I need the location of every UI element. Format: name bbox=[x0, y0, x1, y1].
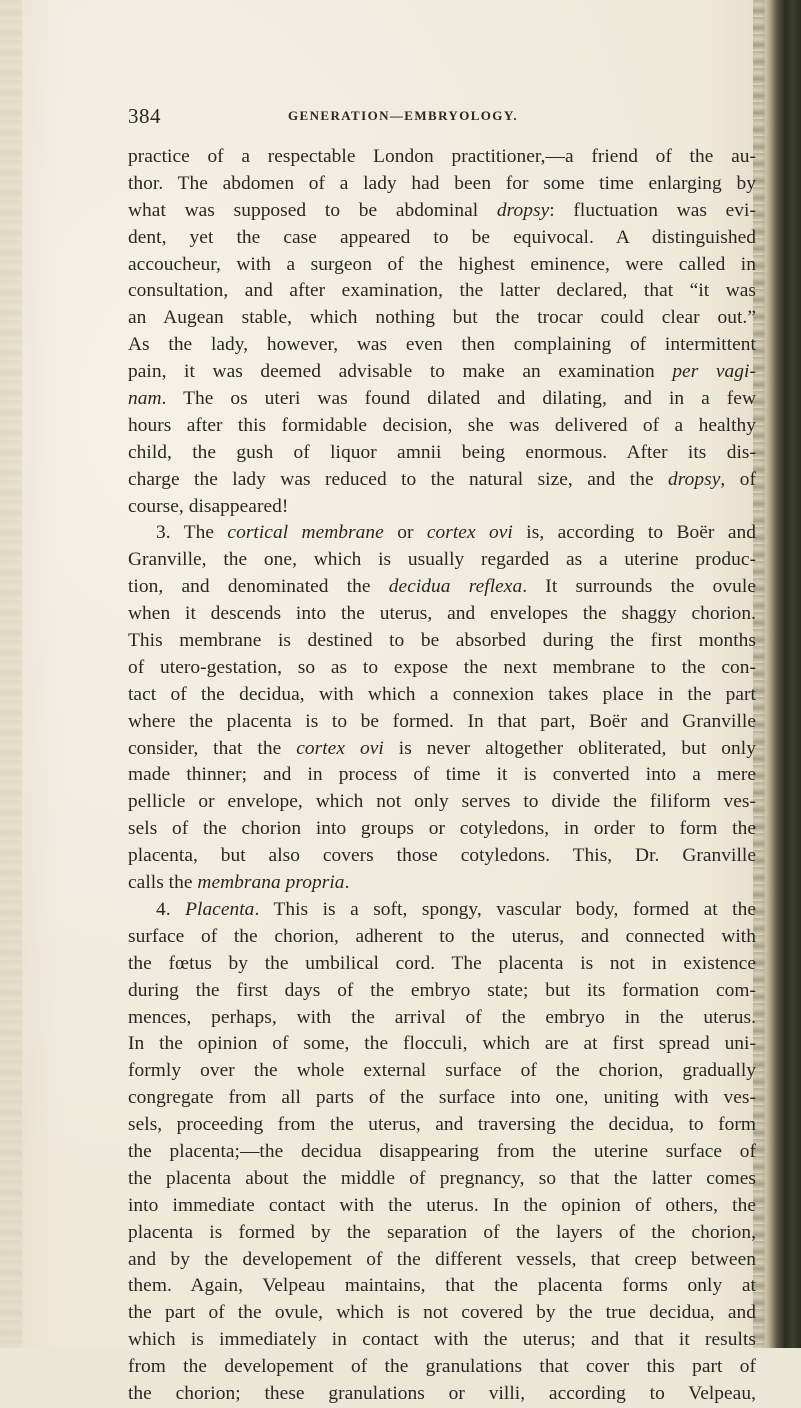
text-line: what was supposed to be abdominal dropsy: fluctuation was evi- bbox=[128, 199, 756, 221]
text-line: pain, it was deemed advisable to make an examination per vagi- bbox=[128, 361, 756, 383]
text-line: dent, yet the case appeared to be equivocal. A distinguished bbox=[128, 226, 756, 248]
text-line: pellicle or envelope, which not only serves to divide the filiform ves- bbox=[128, 791, 756, 813]
text-line: an Augean stable, which nothing but the trocar could clear out.” bbox=[128, 307, 756, 329]
text-line: mences, perhaps, with the arrival of the embryo in the uterus. bbox=[128, 1006, 756, 1028]
text-line: them. Again, Velpeau maintains, that the placenta forms only at bbox=[128, 1275, 756, 1297]
text-line: calls the membrana propria. bbox=[128, 872, 350, 894]
text-line: from the developement of the granulations that cover this part of bbox=[128, 1356, 756, 1378]
text-line: which is immediately in contact with the uterus; and that it results bbox=[128, 1329, 756, 1351]
text-line: the placenta;—the decidua disappearing from the uterine surface of bbox=[128, 1140, 756, 1162]
paragraph-4-start: 4. Placenta. This is a soft, spongy, vascular body, formed at the bbox=[156, 898, 756, 920]
text-line: during the first days of the embryo state; but its formation com- bbox=[128, 979, 756, 1001]
text-line: child, the gush of liquor amnii being enormous. After its dis- bbox=[128, 441, 756, 463]
text-line: course, disappeared! bbox=[128, 495, 289, 517]
page-left-margin bbox=[0, 0, 22, 1348]
text-line: This membrane is destined to be absorbed during the first months bbox=[128, 630, 756, 652]
running-head: GENERATION—EMBRYOLOGY. bbox=[288, 108, 519, 123]
text-line: As the lady, however, was even then complaining of intermittent bbox=[128, 334, 756, 356]
text-line: placenta, but also covers those cotyledons. This, Dr. Granville bbox=[128, 845, 756, 867]
text-line: surface of the chorion, adherent to the uterus, and connected with bbox=[128, 925, 756, 947]
text-line: hours after this formidable decision, she was delivered of a healthy bbox=[128, 414, 756, 436]
text-line: practice of a respectable London practitioner,—a friend of the au- bbox=[128, 146, 756, 167]
text-line: formly over the whole external surface of the chorion, gradually bbox=[128, 1060, 756, 1082]
text-line: consider, that the cortex ovi is never altogether obliterated, but only bbox=[128, 737, 756, 759]
text-line: the fœtus by the umbilical cord. The placenta is not in existence bbox=[128, 952, 756, 974]
text-line: tact of the decidua, with which a connexion takes place in the part bbox=[128, 683, 756, 705]
text-line: tion, and denominated the decidua reflexa. It surrounds the ovule bbox=[128, 576, 756, 598]
text-line: congregate from all parts of the surface into one, uniting with ves- bbox=[128, 1087, 756, 1109]
text-line: thor. The abdomen of a lady had been for some time enlarging by bbox=[128, 172, 756, 194]
text-line: Granville, the one, which is usually regarded as a uterine produc- bbox=[128, 549, 756, 571]
text-line: sels of the chorion into groups or cotyledons, in order to form the bbox=[128, 818, 756, 840]
text-line: the placenta about the middle of pregnancy, so that the latter comes bbox=[128, 1167, 756, 1189]
text-line: where the placenta is to be formed. In that part, Boër and Granville bbox=[128, 710, 756, 732]
text-line: placenta is formed by the separation of the layers of the chorion, bbox=[128, 1221, 756, 1243]
text-line: accoucheur, with a surgeon of the highest eminence, were called in bbox=[128, 253, 756, 275]
page-number: 384 bbox=[128, 104, 161, 128]
body-text bbox=[128, 144, 756, 1408]
book-binding-edge bbox=[761, 0, 801, 1348]
paragraph-3-start: 3. The cortical membrane or cortex ovi is, according to Boër and bbox=[156, 522, 756, 544]
text-line: charge the lady was reduced to the natural size, and the dropsy, of bbox=[128, 468, 756, 490]
text-line: sels, proceeding from the uterus, and traversing the decidua, to form bbox=[128, 1114, 756, 1136]
page-header bbox=[128, 104, 768, 128]
text-line: consultation, and after examination, the latter declared, that “it was bbox=[128, 280, 756, 302]
text-line: into immediate contact with the uterus. In the opinion of others, the bbox=[128, 1194, 756, 1216]
text-line: and by the developement of the different vessels, that creep between bbox=[128, 1248, 756, 1270]
text-line: the chorion; these granulations or villi, according to Velpeau, bbox=[128, 1382, 756, 1404]
text-line: when it descends into the uterus, and envelopes the shaggy chorion. bbox=[128, 603, 756, 625]
text-line: In the opinion of some, the flocculi, which are at first spread uni- bbox=[128, 1033, 756, 1055]
text-line: made thinner; and in process of time it is converted into a mere bbox=[128, 764, 756, 786]
text-line: nam. The os uteri was found dilated and dilating, and in a few bbox=[128, 388, 756, 410]
text-line: of utero-gestation, so as to expose the next membrane to the con- bbox=[128, 656, 756, 678]
text-line: the part of the ovule, which is not covered by the true decidua, and bbox=[128, 1302, 756, 1324]
